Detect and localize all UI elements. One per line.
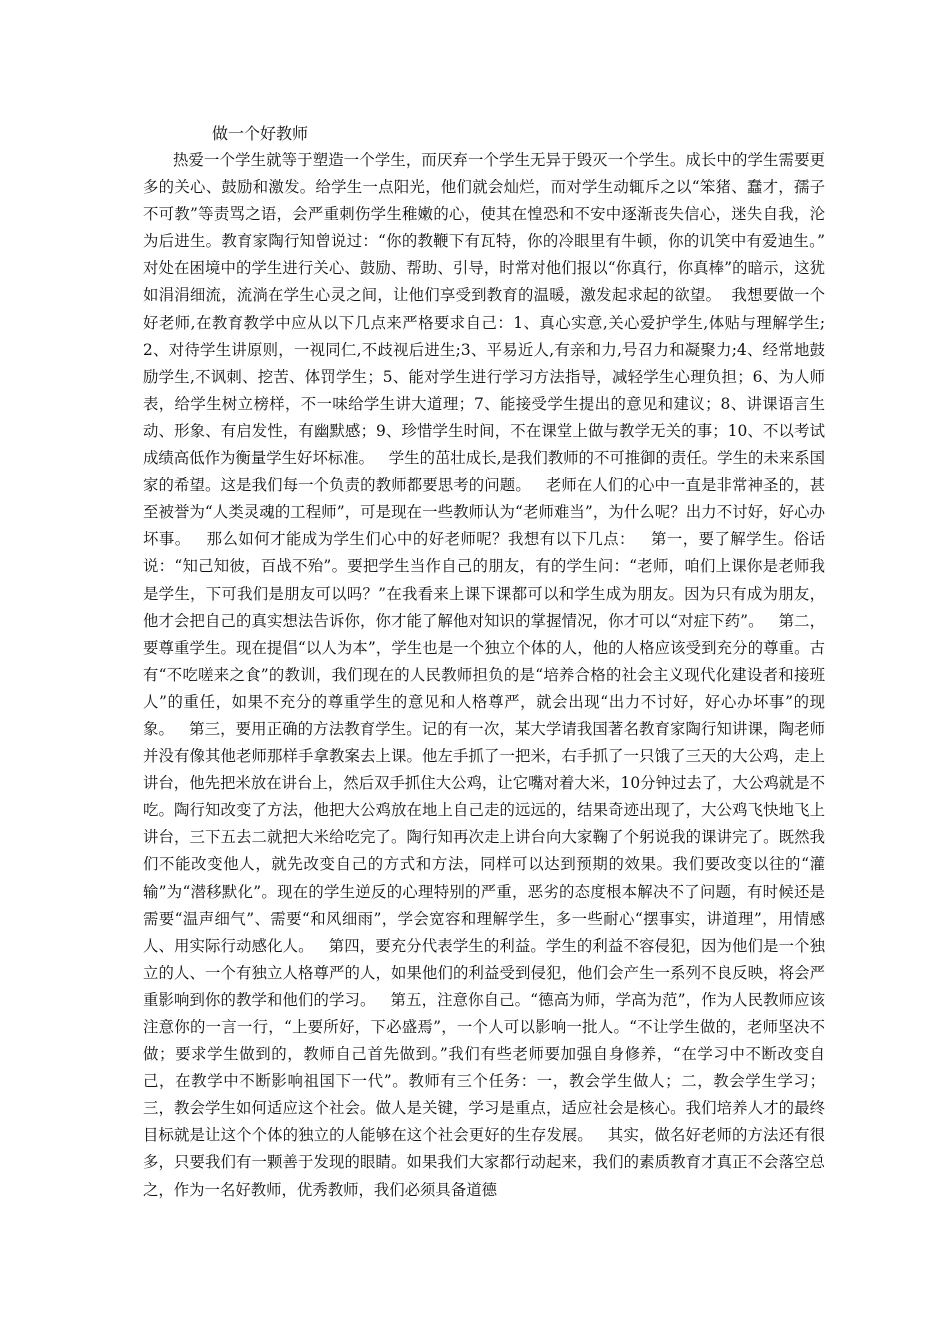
document-body-paragraph: 热爱一个学生就等于塑造一个学生，而厌弃一个学生无异于毁灭一个学生。成长中的学生需要更多的关心、鼓励和激发。给学生一点阳光，他们就会灿烂，而对学生动辄斥之以“笨猪、蠢才，孺子不可教”等责骂之语，会严重刺伤学生稚嫩的心，使其在惶恐和不安中逐渐丧失信心，迷失自我，沦为后进生。教育家陶行知曾说过：“你的教鞭下有瓦特，你的冷眼里有牛顿，你的讥笑中有爱迪生。” 对处在困境中的学生进行关心、鼓励、帮助、引导，时常对他们报以“你真行，你真棒”的暗示，这犹如涓涓细流，流淌在学生心灵之间，让他们享受到教育的温暖，激发起求起的欲望。 我想要做一个好老师,在教育教学中应从以下几点来严格要求自己：1、真心实意,关心爱护学生,体贴与理解学生;2、对待学生讲原则，一视同仁,不歧视后进生;3、平易近人,有亲和力,号召力和凝聚力;4、经常地鼓励学生,不讽刺、挖苦、体罚学生；5、能对学生进行学习方法指导，减轻学生心理负担；6、为人师表，给学生树立榜样，不一味给学生讲大道理；7、能接受学生提出的意见和建议；8、讲课语言生动、形象、有启发性，有幽默感；9、珍惜学生时间，不在课堂上做与教学无关的事；10、不以考试成绩高低作为衡量学生好坏标准。 学生的茁壮成长,是我们教师的不可推御的责任。学生的未来系国家的希望。这是我们每一个负责的教师都要思考的问题。 老师在人们的心中一直是非常神圣的，甚至被誉为“人类灵魂的工程师”，可是现在一些教师认为“老师难当”，为什么呢？出力不讨好，好心办坏事。 那么如何才能成为学生们心中的好老师呢？我想有以下几点： 第一，要了解学生。俗话说：“知己知彼，百战不殆”。要把学生当作自己的朋友，有的学生问：“老师，咱们上课你是老师我是学生，下可我们是朋友可以吗？”在我看来上课下课都可以和学生成为朋友。因为只有成为朋友，他才会把自己的真实想法告诉你，你才能了解他对知识的掌握情况，你才可以“对症下药”。 第二，要尊重学生。现在提倡“以人为本”，学生也是一个独立个体的人，他的人格应该受到充分的尊重。古有“不吃嗟来之食”的教训，我们现在的人民教师担负的是“培养合格的社会主义现代化建设者和接班人”的重任，如果不充分的尊重学生的意见和人格尊严，就会出现“出力不讨好，好心办坏事”的现象。 第三，要用正确的方法教育学生。记的有一次，某大学请我国著名教育家陶行知讲课，陶老师并没有像其他老师那样手拿教案去上课。他左手抓了一把米，右手抓了一只饿了三天的大公鸡，走上讲台，他先把米放在讲台上，然后双手抓住大公鸡，让它嘴对着大米，10分钟过去了，大公鸡就是不吃。陶行知改变了方法，他把大公鸡放在地上自己走的远远的，结果奇迹出现了，大公鸡飞快地飞上讲台，三下五去二就把大米给吃完了。陶行知再次走上讲台向大家鞠了个躬说我的课讲完了。既然我们不能改变他人，就先改变自己的方式和方法，同样可以达到预期的效果。我们要改变以往的“灌输”为“潜移默化”。现在的学生逆反的心理特别的严重，恶劣的态度根本解决不了问题，有时候还是需要“温声细气”、需要“和风细雨”，学会宽容和理解学生，多一些耐心“摆事实，讲道理”，用情感人、用实际行动感化人。 第四，要充分代表学生的利益。学生的利益不容侵犯，因为他们是一个独立的人、一个有独立人格尊严的人，如果他们的利益受到侵犯，他们会产生一系列不良反映，将会严重影响到你的教学和他们的学习。 第五，注意你自己。“德高为师，学高为范”，作为人民教师应该注意你的一言一行，“上要所好，下必盛焉”，一个人可以影响一批人。“不让学生做的，老师坚决不做；要求学生做到的，教师自己首先做到。”我们有些老师要加强自身修养，“在学习中不断改变自己，在教学中不断影响祖国下一代”。教师有三个任务：一，教会学生做人；二，教会学生学习；三，教会学生如何适应这个社会。做人是关键，学习是重点，适应社会是核心。我们培养人才的最终目标就是让这个个体的独立的人能够在这个社会更好的生存发展。 其实，做名好老师的方法还有很多，只要我们有一颗善于发现的眼睛。如果我们大家都行动起来，我们的素质教育才真正不会落空总之，作为一名好教师，优秀教师，我们必须具备道德: [143, 151, 840, 1199]
document-title: 做一个好教师: [212, 124, 309, 143]
